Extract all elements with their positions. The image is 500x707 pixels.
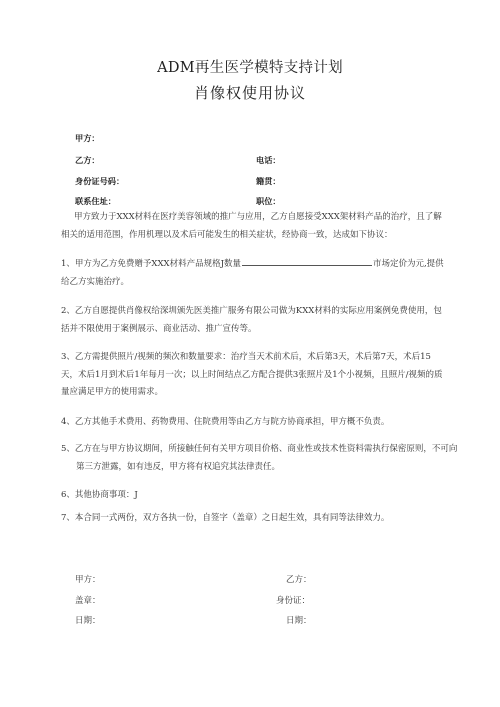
clause-6: 6、其他协商事项：J (61, 490, 138, 500)
seal-label: 盖章： (75, 596, 101, 606)
address-field-label: 联系住址： (75, 196, 116, 206)
date-right-label: 日期： (286, 616, 312, 626)
document-subtitle: 肖像权使用协议 (193, 84, 306, 102)
clause-7: 7、本合同一式两份，双方各执一份，自签字（盖章）之日起生效，具有同等法律效力。 (61, 513, 390, 523)
occupation-field-label: 职位： (256, 196, 281, 206)
document-title: ADM再生医学模特支持计划 (157, 60, 343, 76)
clause-1-text-a: 1、甲方为乙方免费赠予XXX材料产品规格J数量 (61, 259, 241, 269)
clause-3: 3、乙方需提供照片/视频的频次和数量要求：治疗当天术前术后，术后第3天，术后第7天，术后15天，术后1月到术后1年每月一次；以上时间结点乙方配合提供3张照片及1个小视频，且照片/视频的质量应满足甲方的使用需求。 (61, 352, 443, 397)
clause-2: 2、乙方自愿提供肖像权给深圳颁先医美推广服务有限公司做为KXX材料的实际应用案例免费使用，包括并不限使用于案例展示、商业活动、推广宣传等。 (61, 306, 442, 334)
native-place-field-label: 籍贯： (256, 176, 281, 186)
clause-5: 5、乙方在与甲方协议期间，所接触任何有关甲方项目价格、商业性或技术性资料需执行保密原则，不可向第三方泄露，如有违反，甲方将有权追究其法律责任。 (61, 444, 458, 472)
party-a-field-label: 甲方： (75, 133, 100, 143)
clause-4: 4、乙方其他手术费用、药物费用、住院费用等由乙方与院方协商承担，甲方概不负责。 (61, 417, 390, 427)
clause-1-text-b: 市场定价为元,提供给乙方实施治疗。 (61, 259, 444, 287)
intro-paragraph: 甲方致力于XXX材料在医疗美容领域的推广与应用，乙方自愿接受XXX架材料产品的治疗，且了解相关的适用范围，作用机理以及术后可能发生的相关症状，经协商一致，达成如下协议： (61, 212, 442, 240)
signature-party-b-label: 乙方： (286, 575, 312, 585)
id-card-label: 身份证： (276, 596, 311, 606)
signature-party-a-label: 甲方： (75, 575, 101, 585)
party-b-field-label: 乙方： (75, 155, 100, 165)
phone-field-label: 电话： (256, 155, 281, 165)
clause-1 (61, 256, 446, 291)
blank-line (242, 256, 372, 266)
date-left-label: 日期： (75, 616, 101, 626)
id-number-field-label: 身份证号码： (75, 176, 125, 186)
